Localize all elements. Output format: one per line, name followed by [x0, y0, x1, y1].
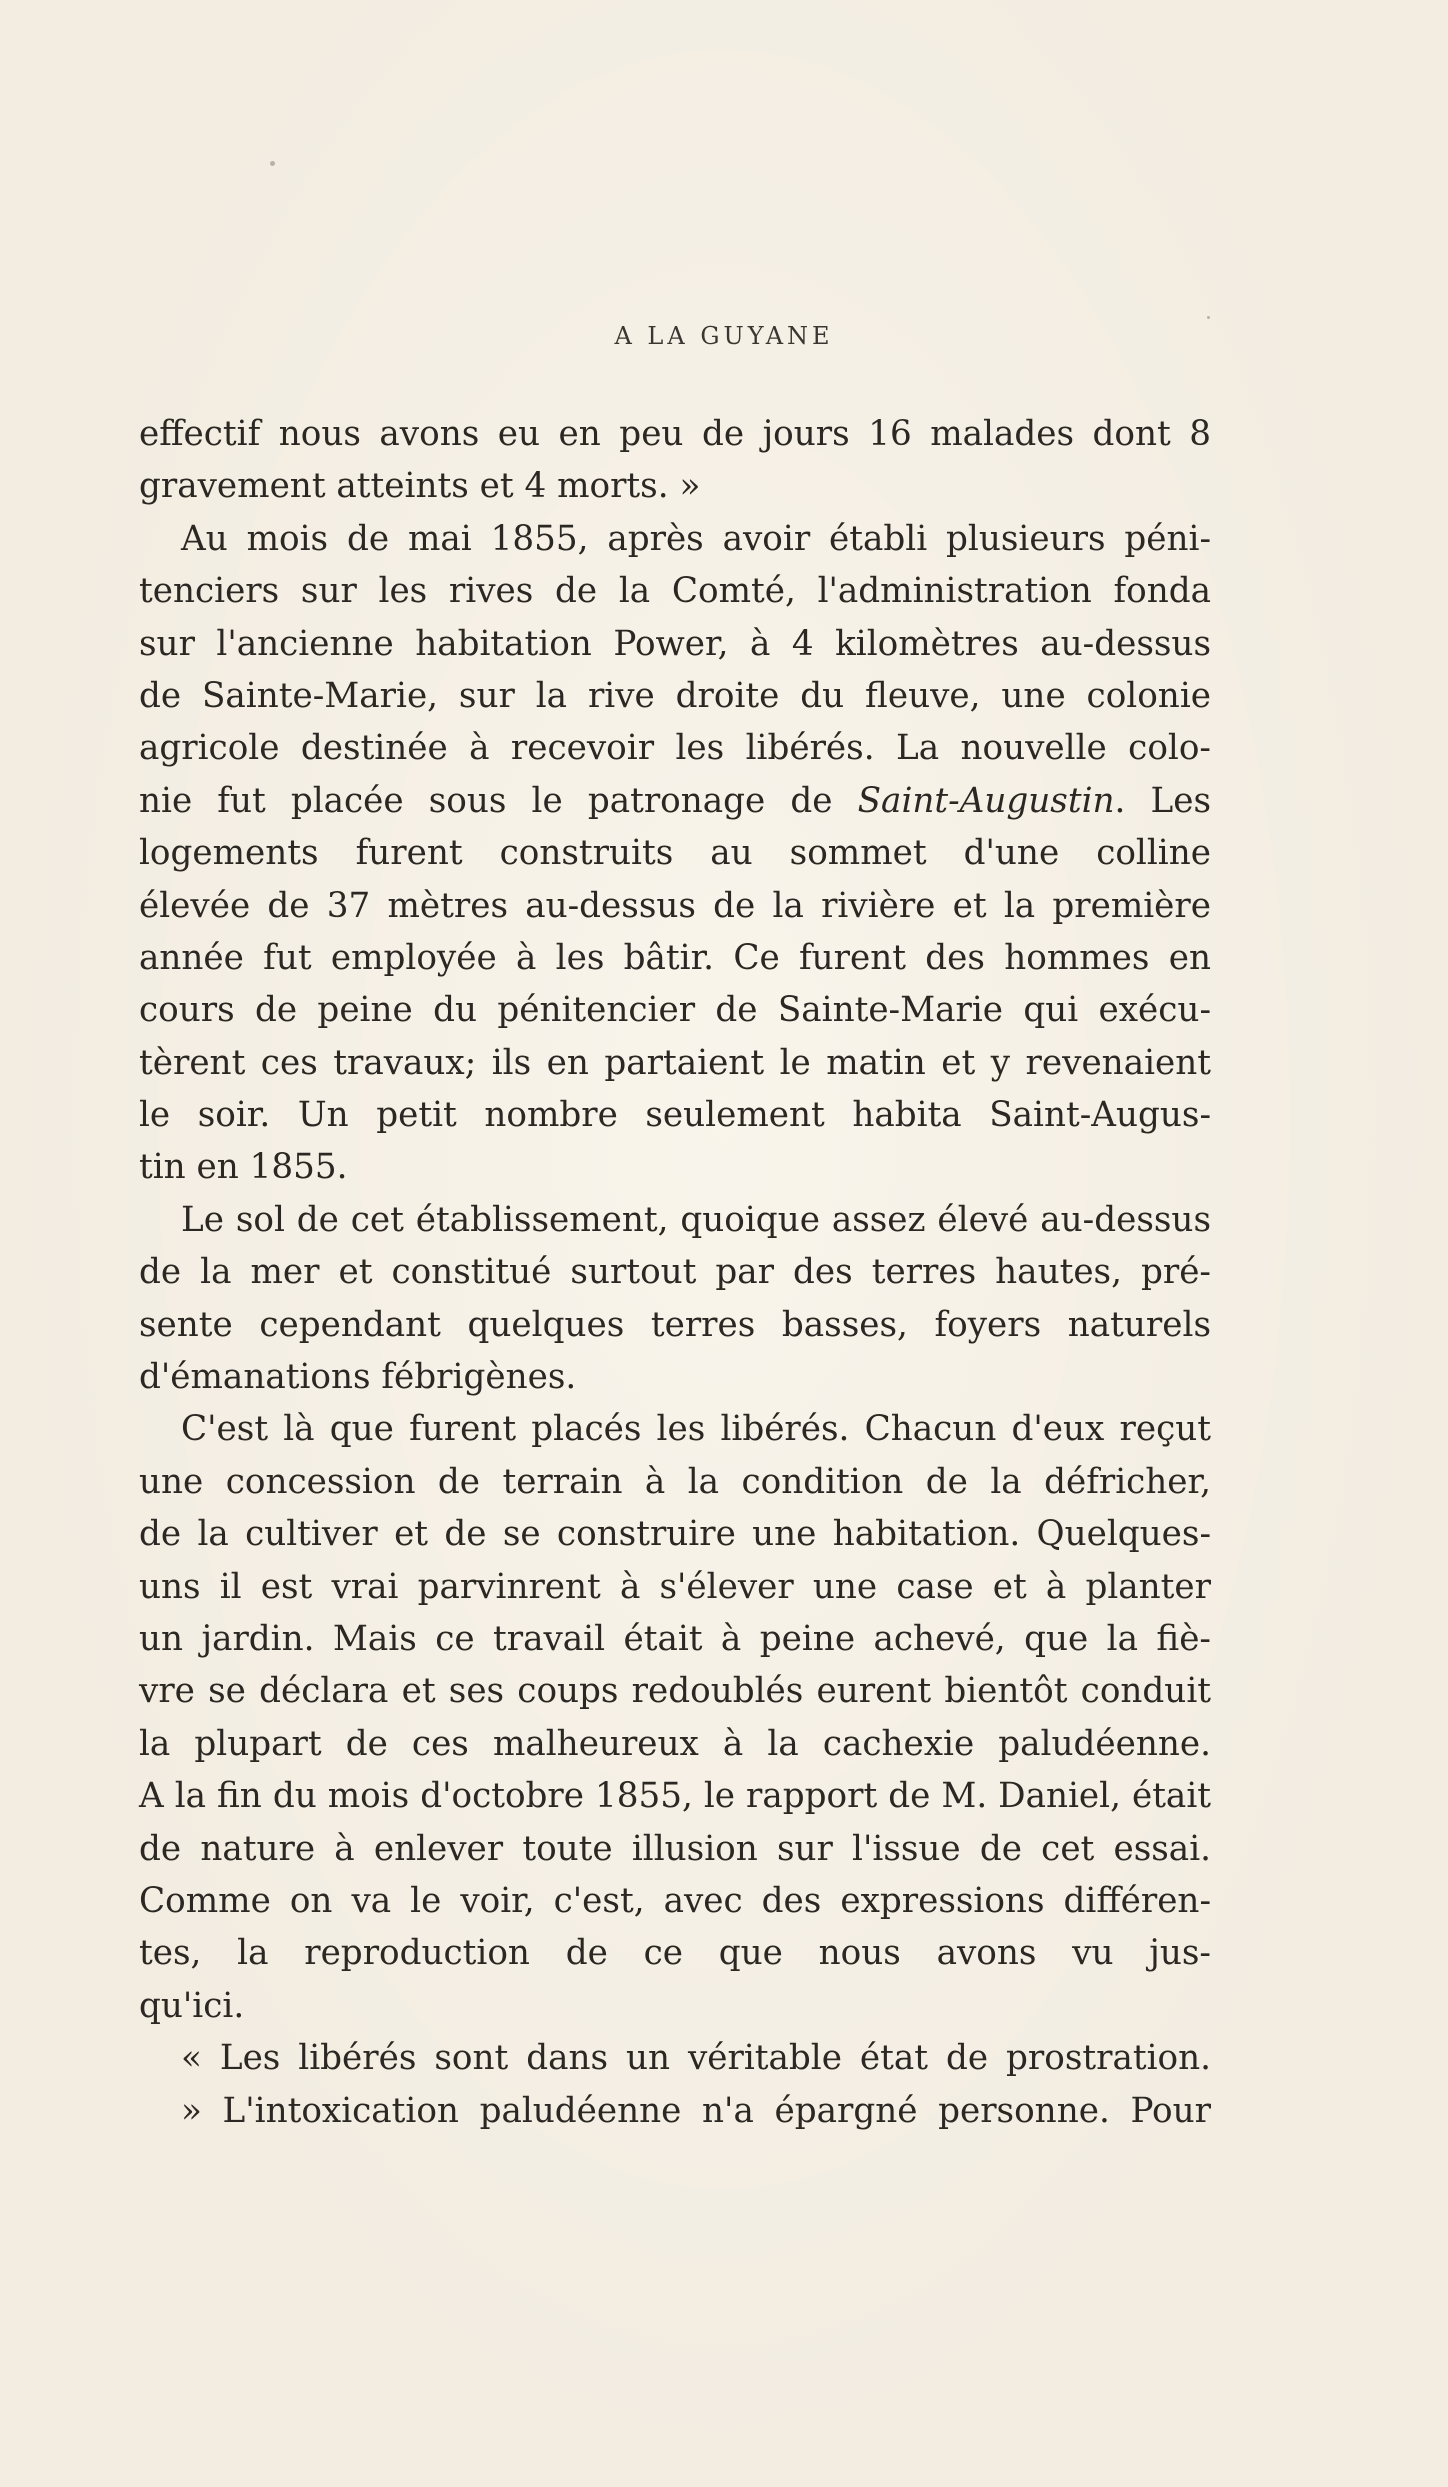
text-line: [139, 775, 1211, 827]
text-line: de la cultiver et de se construire une habitation. Quelques-: [139, 1514, 1211, 1555]
text-line: le soir. Un petit nombre seulement habita Saint-Augus-: [139, 1095, 1211, 1136]
text-line: sur l'ancienne habitation Power, à 4 kilomètres au-dessus: [139, 623, 1211, 664]
text-line: élevée de 37 mètres au-dessus de la rivière et la première: [139, 885, 1211, 926]
text-segment: . Les: [1114, 780, 1211, 821]
text-line: d'émanations fébrigènes.: [139, 1357, 577, 1398]
text-line: qu'ici.: [139, 1985, 245, 2026]
paper-speck: [1207, 316, 1210, 319]
text-line: tèrent ces travaux; ils en partaient le matin et y revenaient: [139, 1042, 1211, 1083]
text-line: agricole destinée à recevoir les libérés. La nouvelle colo-: [139, 728, 1211, 769]
text-line: une concession de terrain à la condition de la défricher,: [139, 1461, 1211, 1502]
text-line: C'est là que furent placés les libérés. Chacun d'eux reçut: [181, 1409, 1211, 1450]
text-segment: nie fut placée sous le patronage de: [139, 780, 858, 821]
text-line: A la fin du mois d'octobre 1855, le rapport de M. Daniel, était: [139, 1776, 1211, 1817]
text-line: uns il est vrai parvinrent à s'élever une case et à planter: [139, 1566, 1211, 1607]
text-line: Comme on va le voir, c'est, avec des expressions différen-: [139, 1880, 1211, 1921]
text-line: de nature à enlever toute illusion sur l'issue de cet essai.: [139, 1828, 1211, 1869]
text-line: année fut employée à les bâtir. Ce furent des hommes en: [139, 937, 1211, 978]
text-line: sente cependant quelques terres basses, foyers naturels: [139, 1304, 1211, 1345]
text-line: de la mer et constitué surtout par des terres hautes, pré-: [139, 1252, 1211, 1293]
text-line: un jardin. Mais ce travail était à peine achevé, que la fiè-: [139, 1618, 1211, 1659]
text-line: tenciers sur les rives de la Comté, l'administration fonda: [139, 571, 1211, 612]
text-line: » L'intoxication paludéenne n'a épargné personne. Pour: [181, 2090, 1211, 2131]
text-line: la plupart de ces malheureux à la cachexie paludéenne.: [139, 1723, 1211, 1764]
text-line: de Sainte-Marie, sur la rive droite du fleuve, une colonie: [139, 675, 1211, 716]
text-line: cours de peine du pénitencier de Sainte-Marie qui exécu-: [139, 990, 1211, 1031]
running-head: A LA GUYANE: [614, 322, 834, 350]
text-line: logements furent construits au sommet d'une colline: [139, 833, 1211, 874]
italic-name: Saint-Augustin: [857, 780, 1115, 821]
text-line: gravement atteints et 4 morts. »: [139, 466, 701, 507]
text-line: tin en 1855.: [139, 1147, 348, 1188]
text-line: effectif nous avons eu en peu de jours 16 malades dont 8: [139, 414, 1211, 454]
text-line: Au mois de mai 1855, après avoir établi plusieurs péni-: [181, 518, 1211, 559]
text-line: Le sol de cet établissement, quoique assez élevé au-dessus: [181, 1199, 1211, 1240]
body-text: [139, 408, 1211, 2137]
paper-speck: [270, 161, 275, 166]
text-line: vre se déclara et ses coups redoublés eurent bientôt conduit: [139, 1671, 1211, 1712]
text-line: tes, la reproduction de ce que nous avons vu jus-: [139, 1933, 1211, 1974]
text-line: « Les libérés sont dans un véritable état de prostration.: [181, 2038, 1211, 2079]
